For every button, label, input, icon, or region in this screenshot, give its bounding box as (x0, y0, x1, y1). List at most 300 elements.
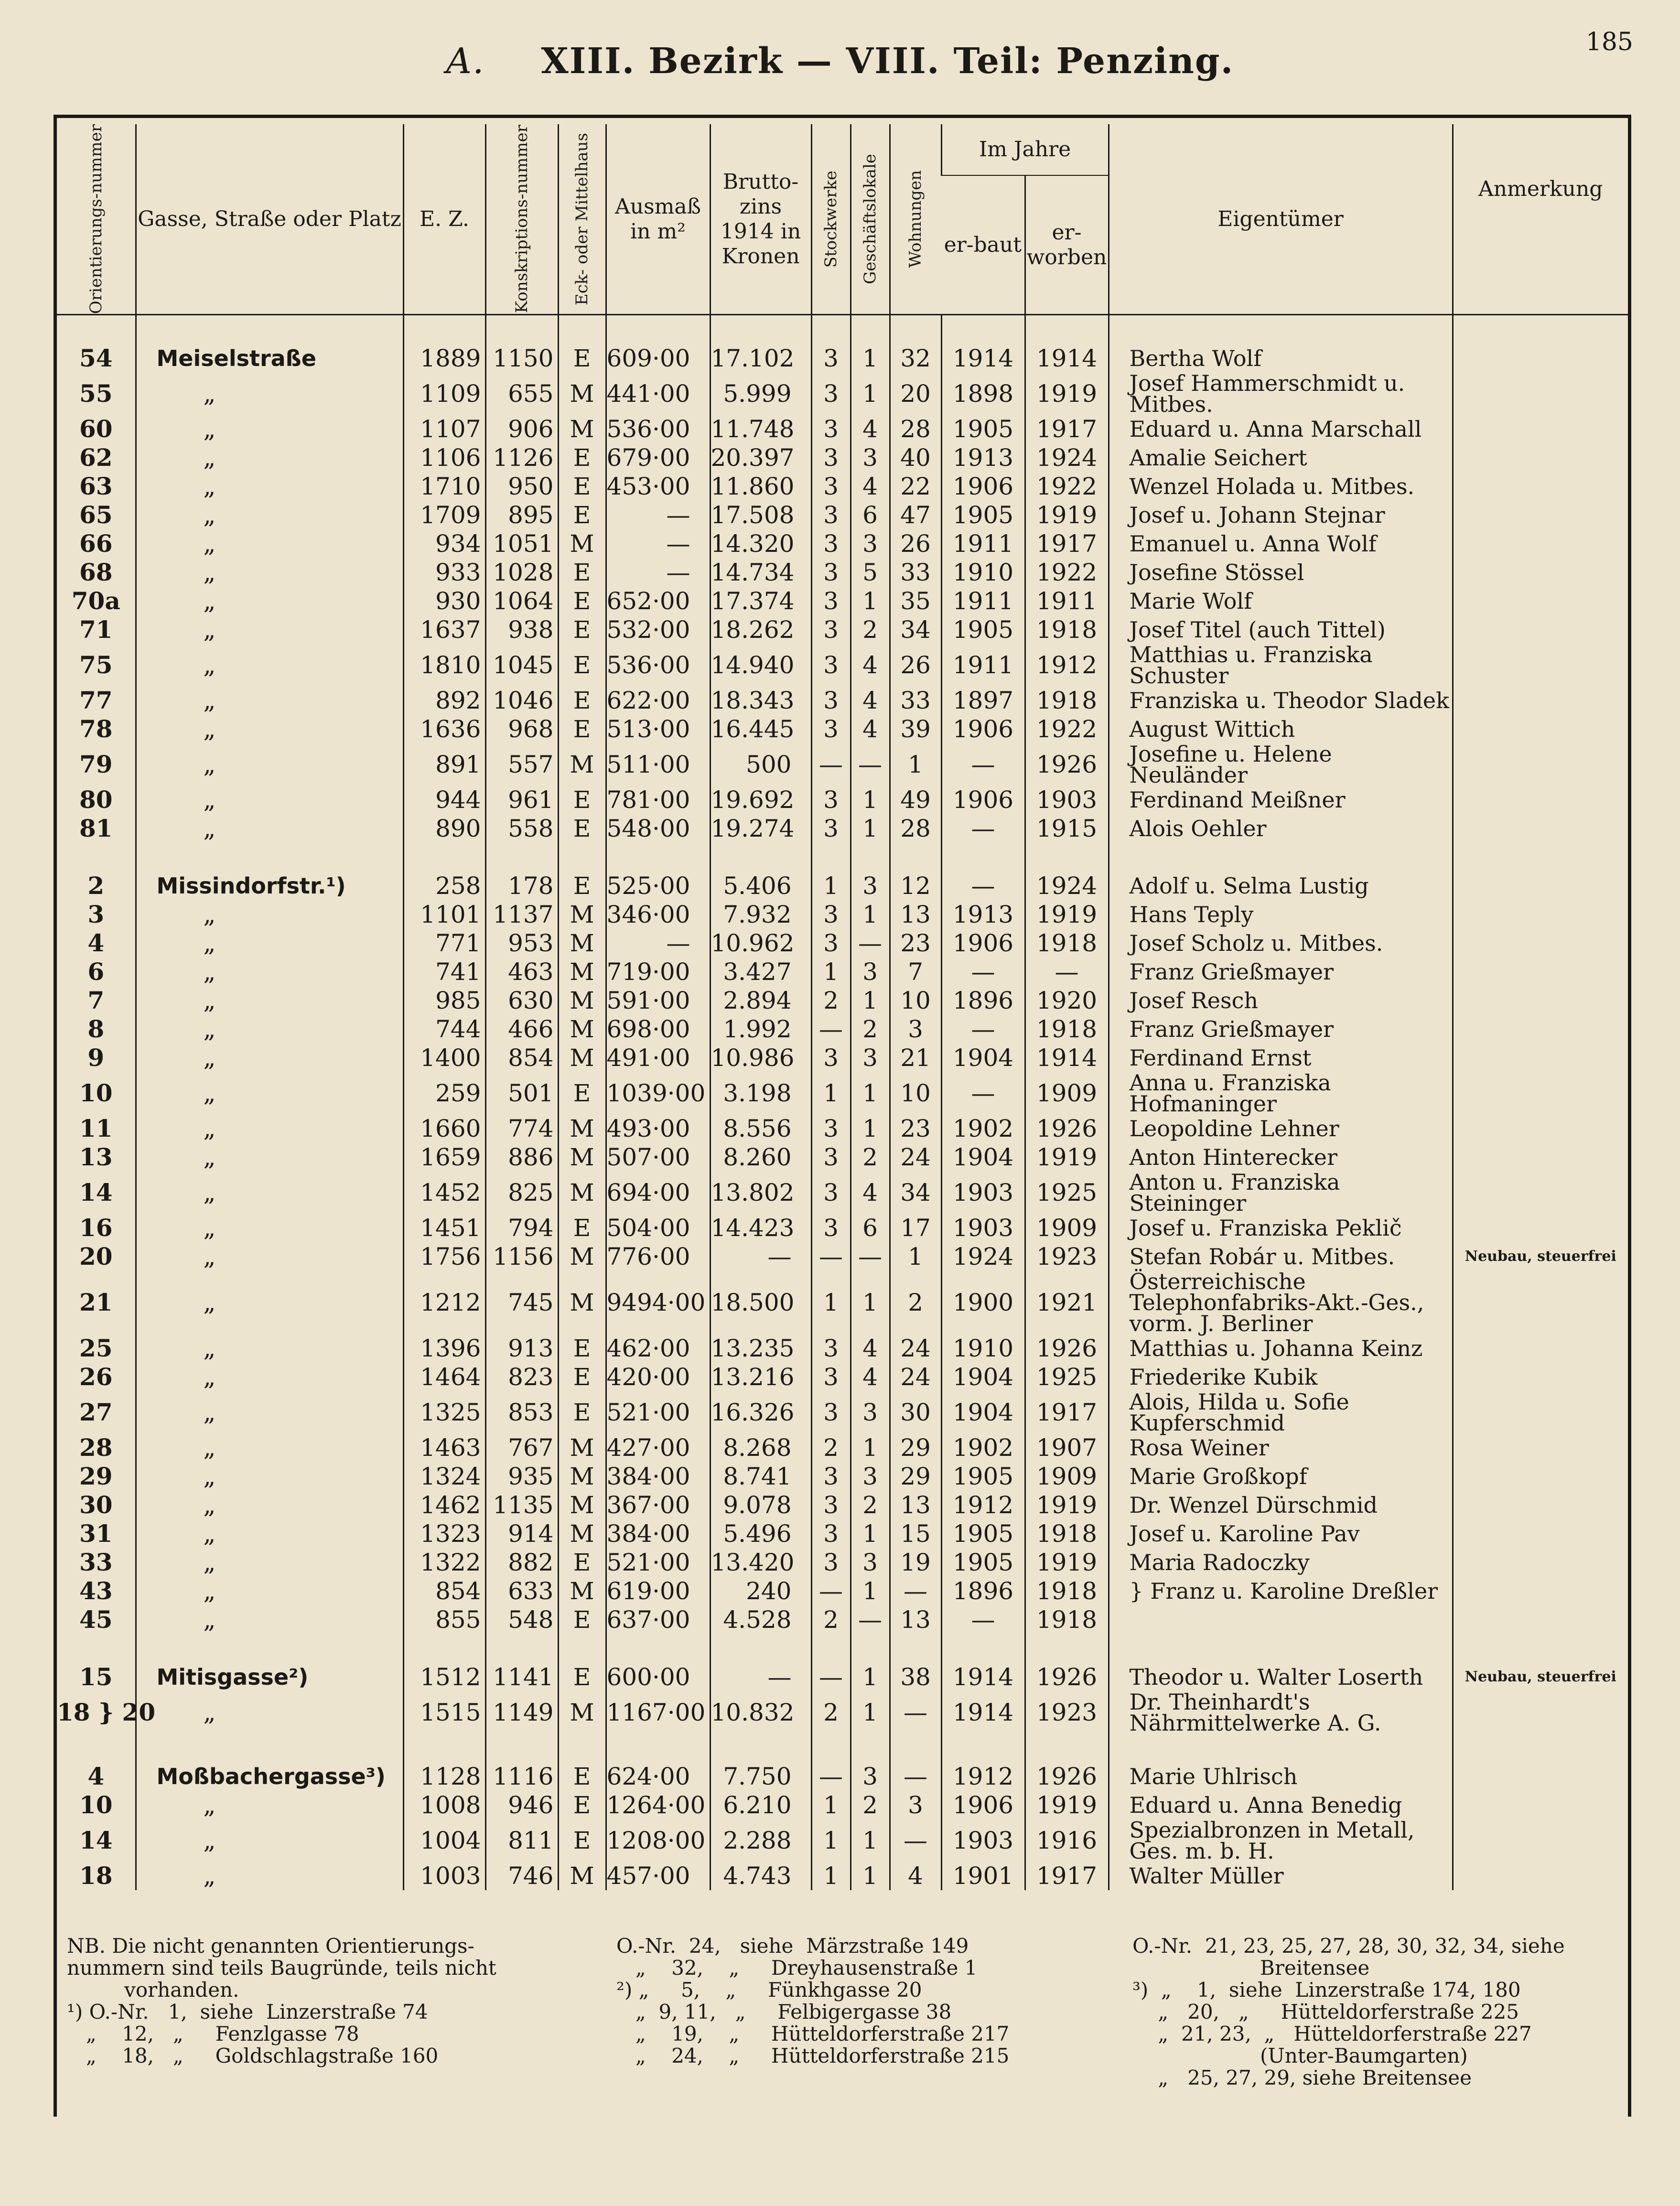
cell-geschaeftslokale: 3 (851, 1462, 890, 1491)
footnote-line: vorhanden. (67, 1978, 239, 2002)
gap-cell (710, 843, 811, 872)
cell-ausmass: 462·00 (606, 1334, 710, 1363)
spacer-cell (606, 315, 710, 344)
cell-ausmass: 491·00 (606, 1044, 710, 1072)
cell-stockwerke: 3 (811, 1491, 851, 1519)
cell-geschaeftslokale: 3 (851, 1762, 890, 1791)
cell-ez: 1004 (403, 1819, 485, 1862)
cell-anmerkung (1453, 1519, 1628, 1548)
cell-erbaut: — (941, 1015, 1025, 1044)
cell-geschaeftslokale: — (851, 1605, 890, 1634)
cell-ez: 1109 (403, 373, 485, 415)
cell-ez: 855 (403, 1605, 485, 1634)
cell-bruttozins: 3.198 (710, 1072, 811, 1114)
cell-bruttozins: 5.999 (710, 373, 811, 415)
cell-wohnungen: 19 (890, 1548, 941, 1577)
cell-eck: E (558, 1762, 606, 1791)
cell-anmerkung (1453, 786, 1628, 814)
cell-stockwerke: 3 (811, 1548, 851, 1577)
cell-geschaeftslokale: — (851, 743, 890, 786)
cell-geschaeftslokale: 4 (851, 472, 890, 501)
cell-street: „ (136, 1491, 403, 1519)
cell-bruttozins: 14.734 (710, 558, 811, 587)
cell-anmerkung (1453, 1114, 1628, 1143)
cell-orientierungsnummer: 18 } 20 (57, 1698, 156, 1727)
cell-eck: E (558, 1548, 606, 1577)
cell-eck: E (558, 1663, 606, 1691)
cell-stockwerke: 2 (811, 1691, 851, 1733)
table-row (57, 1072, 1628, 1114)
cell-street: „ (136, 1044, 403, 1072)
cell-erbaut: 1910 (941, 1334, 1025, 1363)
cell-wohnungen: 4 (890, 1862, 941, 1890)
cell-konskriptionsnummer: 745 (485, 1271, 558, 1334)
cell-ez: 930 (403, 587, 485, 615)
footnote-line: „ 12, „ Fenzlgasse 78 (67, 2022, 359, 2045)
footnote-line: „ 19, „ Hütteldorferstraße 217 (616, 2022, 1010, 2045)
cell-wohnungen: 34 (890, 615, 941, 644)
cell-konskriptionsnummer: 1028 (485, 558, 558, 587)
cell-stockwerke: — (811, 1577, 851, 1605)
cell-geschaeftslokale: 1 (851, 344, 890, 373)
gap-cell (485, 843, 558, 872)
footnote-line: nummern sind teils Baugründe, teils nicht (67, 1956, 496, 1980)
cell-erbaut: 1906 (941, 715, 1025, 743)
cell-anmerkung (1453, 814, 1628, 843)
cell-geschaeftslokale: 2 (851, 1015, 890, 1044)
cell-wohnungen: 21 (890, 1044, 941, 1072)
cell-konskriptionsnummer: 853 (485, 1391, 558, 1433)
cell-erbaut: 1905 (941, 1519, 1025, 1548)
cell-ez: 1323 (403, 1519, 485, 1548)
cell-street: „ (136, 1214, 403, 1242)
cell-geschaeftslokale: 1 (851, 1519, 890, 1548)
gap-cell (941, 1733, 1025, 1762)
cell-orientierungsnummer: 4 (87, 929, 105, 958)
table-row (57, 743, 1628, 786)
gap-cell (890, 1733, 941, 1762)
cell-street: „ (136, 686, 403, 715)
page-title (0, 41, 1680, 82)
table-row (57, 1691, 1628, 1733)
cell-bruttozins: 10.986 (710, 1044, 811, 1072)
cell-erworben: 1923 (1025, 1691, 1109, 1733)
header-erbaut: er-baut (941, 175, 1025, 314)
cell-eigentuemer: Marie Uhlrisch (1109, 1762, 1453, 1791)
cell-street: „ (136, 1114, 403, 1143)
cell-wohnungen: 10 (890, 986, 941, 1015)
cell-geschaeftslokale: — (851, 1242, 890, 1271)
cell-ez: 771 (403, 929, 485, 958)
cell-ausmass: — (606, 558, 710, 587)
table-row (57, 1334, 1628, 1363)
cell-stockwerke: 2 (811, 1605, 851, 1634)
table-row (57, 415, 1628, 443)
cell-eigentuemer: Österreichische Telephonfabriks-Akt.-Ges., vorm. J. Berliner (1109, 1271, 1453, 1334)
cell-geschaeftslokale: 4 (851, 1172, 890, 1214)
cell-orientierungsnummer: 65 (79, 501, 113, 529)
cell-ausmass: 384·00 (606, 1519, 710, 1548)
table-row (57, 1015, 1628, 1044)
cell-bruttozins: 8.268 (710, 1433, 811, 1462)
spacer-cell (1453, 315, 1628, 344)
spacer-cell (136, 315, 403, 344)
table-row (57, 1862, 1628, 1890)
cell-eigentuemer: Leopoldine Lehner (1109, 1114, 1453, 1143)
footnote-line: „ 20, „ Hütteldorferstraße 225 (1132, 2000, 1519, 2023)
gap-cell (558, 843, 606, 872)
cell-wohnungen: — (890, 1819, 941, 1862)
cell-konskriptionsnummer: 895 (485, 501, 558, 529)
cell-erworben: 1923 (1025, 1242, 1109, 1271)
property-table (57, 124, 1628, 1890)
cell-geschaeftslokale: 1 (851, 1691, 890, 1733)
cell-eck: E (558, 644, 606, 686)
cell-wohnungen: 3 (890, 1791, 941, 1819)
table-row (57, 1271, 1628, 1334)
cell-erbaut: 1913 (941, 900, 1025, 929)
cell-erworben: 1909 (1025, 1462, 1109, 1491)
cell-anmerkung (1453, 1143, 1628, 1172)
gap-cell (403, 843, 485, 872)
cell-erbaut: 1900 (941, 1271, 1025, 1334)
cell-konskriptionsnummer: 774 (485, 1114, 558, 1143)
cell-street: „ (136, 1433, 403, 1462)
cell-stockwerke: 3 (811, 715, 851, 743)
cell-bruttozins: 19.274 (710, 814, 811, 843)
cell-erworben: 1919 (1025, 1791, 1109, 1819)
cell-anmerkung (1453, 1691, 1628, 1733)
cell-stockwerke: 3 (811, 929, 851, 958)
cell-bruttozins: 18.262 (710, 615, 811, 644)
cell-wohnungen: 23 (890, 929, 941, 958)
cell-bruttozins: 10.832 (710, 1691, 811, 1733)
cell-erworben: 1919 (1025, 1143, 1109, 1172)
cell-stockwerke: 3 (811, 686, 851, 715)
cell-street: „ (136, 1143, 403, 1172)
cell-street: „ (136, 443, 403, 472)
cell-bruttozins: 4.528 (710, 1605, 811, 1634)
cell-konskriptionsnummer: 938 (485, 615, 558, 644)
cell-wohnungen: 49 (890, 786, 941, 814)
cell-geschaeftslokale: 1 (851, 900, 890, 929)
gap-row (57, 1733, 1628, 1762)
cell-konskriptionsnummer: 633 (485, 1577, 558, 1605)
cell-erbaut: 1913 (941, 443, 1025, 472)
cell-geschaeftslokale: 4 (851, 1363, 890, 1391)
cell-bruttozins: 16.445 (710, 715, 811, 743)
header-eck: Eck- oder Mittelhaus (558, 124, 606, 315)
cell-geschaeftslokale: 1 (851, 1577, 890, 1605)
cell-ausmass: 694·00 (606, 1172, 710, 1214)
table-row (57, 1242, 1628, 1271)
table-row (57, 1363, 1628, 1391)
cell-stockwerke: 1 (811, 1791, 851, 1819)
cell-geschaeftslokale: 1 (851, 1072, 890, 1114)
cell-erworben: 1926 (1025, 1762, 1109, 1791)
cell-ausmass: 9494·00 (606, 1271, 710, 1334)
cell-anmerkung (1453, 344, 1628, 373)
cell-erbaut: 1911 (941, 587, 1025, 615)
cell-bruttozins: 4.743 (710, 1862, 811, 1890)
table-row (57, 1462, 1628, 1491)
cell-erbaut: — (941, 872, 1025, 900)
cell-anmerkung (1453, 1044, 1628, 1072)
cell-eck: M (558, 1433, 606, 1462)
cell-ez: 1106 (403, 443, 485, 472)
cell-ez: 985 (403, 986, 485, 1015)
cell-wohnungen: 2 (890, 1271, 941, 1334)
cell-geschaeftslokale: 6 (851, 1214, 890, 1242)
cell-stockwerke: — (811, 1242, 851, 1271)
cell-eck: M (558, 958, 606, 986)
cell-eigentuemer: Ferdinand Ernst (1109, 1044, 1453, 1072)
cell-geschaeftslokale: 1 (851, 1271, 890, 1334)
cell-eigentuemer: Franz Grießmayer (1109, 1015, 1453, 1044)
cell-orientierungsnummer: 15 (79, 1663, 113, 1691)
gap-cell (941, 843, 1025, 872)
header-im-jahre: Im Jahre (941, 124, 1109, 175)
cell-ausmass: — (606, 529, 710, 558)
cell-bruttozins: 240 (710, 1577, 811, 1605)
cell-bruttozins: 13.235 (710, 1334, 811, 1363)
cell-street: „ (136, 1015, 403, 1044)
table-row (57, 1143, 1628, 1172)
header-wohnungen: Wohnungen (890, 124, 941, 315)
cell-orientierungsnummer: 62 (79, 443, 113, 472)
footnote-column-2 (616, 1935, 1009, 2067)
cell-ez: 934 (403, 529, 485, 558)
cell-orientierungsnummer: 9 (87, 1044, 105, 1072)
cell-wohnungen: 38 (890, 1663, 941, 1691)
cell-ausmass: 511·00 (606, 743, 710, 786)
cell-bruttozins: 14.320 (710, 529, 811, 558)
cell-eck: E (558, 786, 606, 814)
cell-orientierungsnummer: 28 (79, 1433, 113, 1462)
header-anmerkung: Anmerkung (1453, 124, 1628, 315)
cell-stockwerke: 2 (811, 986, 851, 1015)
cell-erworben: 1925 (1025, 1172, 1109, 1214)
cell-street: Missindorfstr.¹) (136, 872, 403, 900)
cell-bruttozins: 5.496 (710, 1519, 811, 1548)
cell-anmerkung (1453, 1172, 1628, 1214)
cell-eck: E (558, 443, 606, 472)
table-row (57, 814, 1628, 843)
footnote-column-3 (1132, 1935, 1565, 2089)
cell-eck: M (558, 929, 606, 958)
header-ez: E. Z. (403, 124, 485, 315)
footnote-line: ³) „ 1, siehe Linzerstraße 174, 180 (1132, 1978, 1521, 2002)
cell-ausmass: 776·00 (606, 1242, 710, 1271)
cell-bruttozins: 13.216 (710, 1363, 811, 1391)
cell-eigentuemer: Franziska u. Theodor Sladek (1109, 686, 1453, 715)
cell-eck: E (558, 472, 606, 501)
cell-eigentuemer: } Franz u. Karoline Dreßler (1109, 1577, 1453, 1605)
cell-orientierungsnummer: 79 (79, 750, 113, 779)
cell-ausmass: 600·00 (606, 1663, 710, 1691)
cell-stockwerke: 3 (811, 501, 851, 529)
cell-wohnungen: 47 (890, 501, 941, 529)
cell-stockwerke: 1 (811, 1819, 851, 1862)
table-row (57, 1114, 1628, 1143)
cell-wohnungen: 13 (890, 1491, 941, 1519)
cell-eigentuemer: Josef u. Franziska Peklič (1109, 1214, 1453, 1242)
gap-cell (606, 1634, 710, 1663)
cell-stockwerke: 3 (811, 1391, 851, 1433)
cell-wohnungen: 40 (890, 443, 941, 472)
cell-ez: 1451 (403, 1214, 485, 1242)
cell-ausmass: 532·00 (606, 615, 710, 644)
cell-erworben: 1917 (1025, 415, 1109, 443)
gap-cell (606, 843, 710, 872)
footnote-line: „ 9, 11, „ Felbigergasse 38 (616, 2000, 952, 2023)
header-brutto: Brutto-zins 1914 in Kronen (710, 124, 811, 315)
cell-ez: 1400 (403, 1044, 485, 1072)
cell-orientierungsnummer: 3 (87, 900, 105, 929)
cell-street: „ (136, 1334, 403, 1363)
gap-cell (403, 1733, 485, 1762)
spacer-cell (558, 315, 606, 344)
cell-eigentuemer: Marie Wolf (1109, 587, 1453, 615)
table-row (57, 1391, 1628, 1433)
cell-anmerkung (1453, 900, 1628, 929)
cell-anmerkung (1453, 715, 1628, 743)
table-row (57, 1433, 1628, 1462)
cell-ez: 1710 (403, 472, 485, 501)
footnote-line: O.-Nr. 21, 23, 25, 27, 28, 30, 32, 34, siehe (1132, 1934, 1565, 1958)
cell-bruttozins: 2.894 (710, 986, 811, 1015)
table-body (57, 315, 1628, 1891)
header-ausmass: Ausmaß in m² (606, 124, 710, 315)
cell-orientierungsnummer: 25 (79, 1334, 113, 1363)
cell-eck: M (558, 1271, 606, 1334)
cell-stockwerke: 3 (811, 1044, 851, 1072)
gap-cell (811, 1634, 851, 1663)
cell-eck: E (558, 1605, 606, 1634)
cell-stockwerke: 1 (811, 1072, 851, 1114)
cell-geschaeftslokale: 6 (851, 501, 890, 529)
cell-orientierungsnummer: 31 (79, 1519, 113, 1548)
spacer-cell (485, 315, 558, 344)
cell-stockwerke: 3 (811, 1114, 851, 1143)
cell-anmerkung (1453, 872, 1628, 900)
cell-bruttozins: 20.397 (710, 443, 811, 472)
cell-eigentuemer: Rosa Weiner (1109, 1433, 1453, 1462)
cell-eck: E (558, 501, 606, 529)
table-row (57, 1548, 1628, 1577)
cell-ez: 944 (403, 786, 485, 814)
cell-orientierungsnummer: 71 (79, 615, 113, 644)
cell-eck: M (558, 1114, 606, 1143)
table-row (57, 929, 1628, 958)
cell-bruttozins: 500 (710, 743, 811, 786)
cell-ausmass: 622·00 (606, 686, 710, 715)
cell-stockwerke: 1 (811, 1862, 851, 1890)
cell-erbaut: 1904 (941, 1363, 1025, 1391)
cell-eigentuemer: Anton Hinterecker (1109, 1143, 1453, 1172)
cell-konskriptionsnummer: 886 (485, 1143, 558, 1172)
cell-street: „ (136, 1577, 403, 1605)
cell-street: „ (136, 501, 403, 529)
cell-orientierungsnummer: 6 (87, 958, 105, 986)
cell-ez: 891 (403, 743, 485, 786)
footnotes (67, 1935, 1625, 2117)
cell-konskriptionsnummer: 811 (485, 1819, 558, 1862)
cell-erbaut: 1904 (941, 1391, 1025, 1433)
cell-erbaut: — (941, 1072, 1025, 1114)
cell-anmerkung (1453, 373, 1628, 415)
cell-eigentuemer: Alois, Hilda u. Sofie Kupferschmid (1109, 1391, 1453, 1433)
table-row (57, 558, 1628, 587)
cell-eigentuemer: Dr. Wenzel Dürschmid (1109, 1491, 1453, 1519)
cell-ez: 1128 (403, 1762, 485, 1791)
cell-ausmass: 637·00 (606, 1605, 710, 1634)
cell-eck: E (558, 1819, 606, 1862)
cell-ausmass: 453·00 (606, 472, 710, 501)
cell-konskriptionsnummer: 655 (485, 373, 558, 415)
header-geschaeft: Geschäftslokale (851, 124, 890, 315)
cell-erbaut: 1905 (941, 415, 1025, 443)
cell-stockwerke: 3 (811, 415, 851, 443)
cell-stockwerke: 3 (811, 1519, 851, 1548)
cell-bruttozins: 18.500 (710, 1271, 811, 1334)
cell-eck: M (558, 529, 606, 558)
cell-geschaeftslokale: 4 (851, 686, 890, 715)
cell-eigentuemer: Walter Müller (1109, 1862, 1453, 1890)
cell-konskriptionsnummer: 1137 (485, 900, 558, 929)
cell-street: Moßbachergasse³) (136, 1762, 403, 1791)
footnote-line: ²) „ 5, „ Fünkhgasse 20 (616, 1978, 922, 2002)
cell-street: „ (136, 786, 403, 814)
gap-row (57, 1634, 1628, 1663)
cell-erworben: 1917 (1025, 529, 1109, 558)
cell-erworben: 1920 (1025, 986, 1109, 1015)
cell-anmerkung (1453, 1433, 1628, 1462)
table-row (57, 872, 1628, 900)
cell-anmerkung (1453, 1862, 1628, 1890)
cell-geschaeftslokale: 1 (851, 587, 890, 615)
cell-konskriptionsnummer: 1149 (485, 1691, 558, 1733)
cell-konskriptionsnummer: 178 (485, 872, 558, 900)
cell-konskriptionsnummer: 1046 (485, 686, 558, 715)
cell-stockwerke: — (811, 743, 851, 786)
cell-geschaeftslokale: 3 (851, 443, 890, 472)
cell-wohnungen: 13 (890, 1605, 941, 1634)
gap-cell (1109, 1634, 1453, 1663)
cell-wohnungen: 15 (890, 1519, 941, 1548)
cell-wohnungen: 10 (890, 1072, 941, 1114)
cell-ausmass: 652·00 (606, 587, 710, 615)
cell-orientierungsnummer: 4 (87, 1762, 105, 1791)
cell-erworben: 1907 (1025, 1433, 1109, 1462)
cell-street: „ (136, 743, 403, 786)
cell-eck: M (558, 1519, 606, 1548)
cell-ez: 1463 (403, 1433, 485, 1462)
cell-eigentuemer: Franz Grießmayer (1109, 958, 1453, 986)
cell-stockwerke: 3 (811, 587, 851, 615)
gap-cell (811, 1733, 851, 1762)
cell-eck: E (558, 1391, 606, 1433)
table-row (57, 443, 1628, 472)
cell-ausmass: 619·00 (606, 1577, 710, 1605)
cell-bruttozins: — (710, 1663, 811, 1691)
cell-konskriptionsnummer: 463 (485, 958, 558, 986)
cell-anmerkung (1453, 1214, 1628, 1242)
cell-erbaut: 1914 (941, 344, 1025, 373)
spacer-cell (710, 315, 811, 344)
cell-eigentuemer: Emanuel u. Anna Wolf (1109, 529, 1453, 558)
table-row (57, 587, 1628, 615)
